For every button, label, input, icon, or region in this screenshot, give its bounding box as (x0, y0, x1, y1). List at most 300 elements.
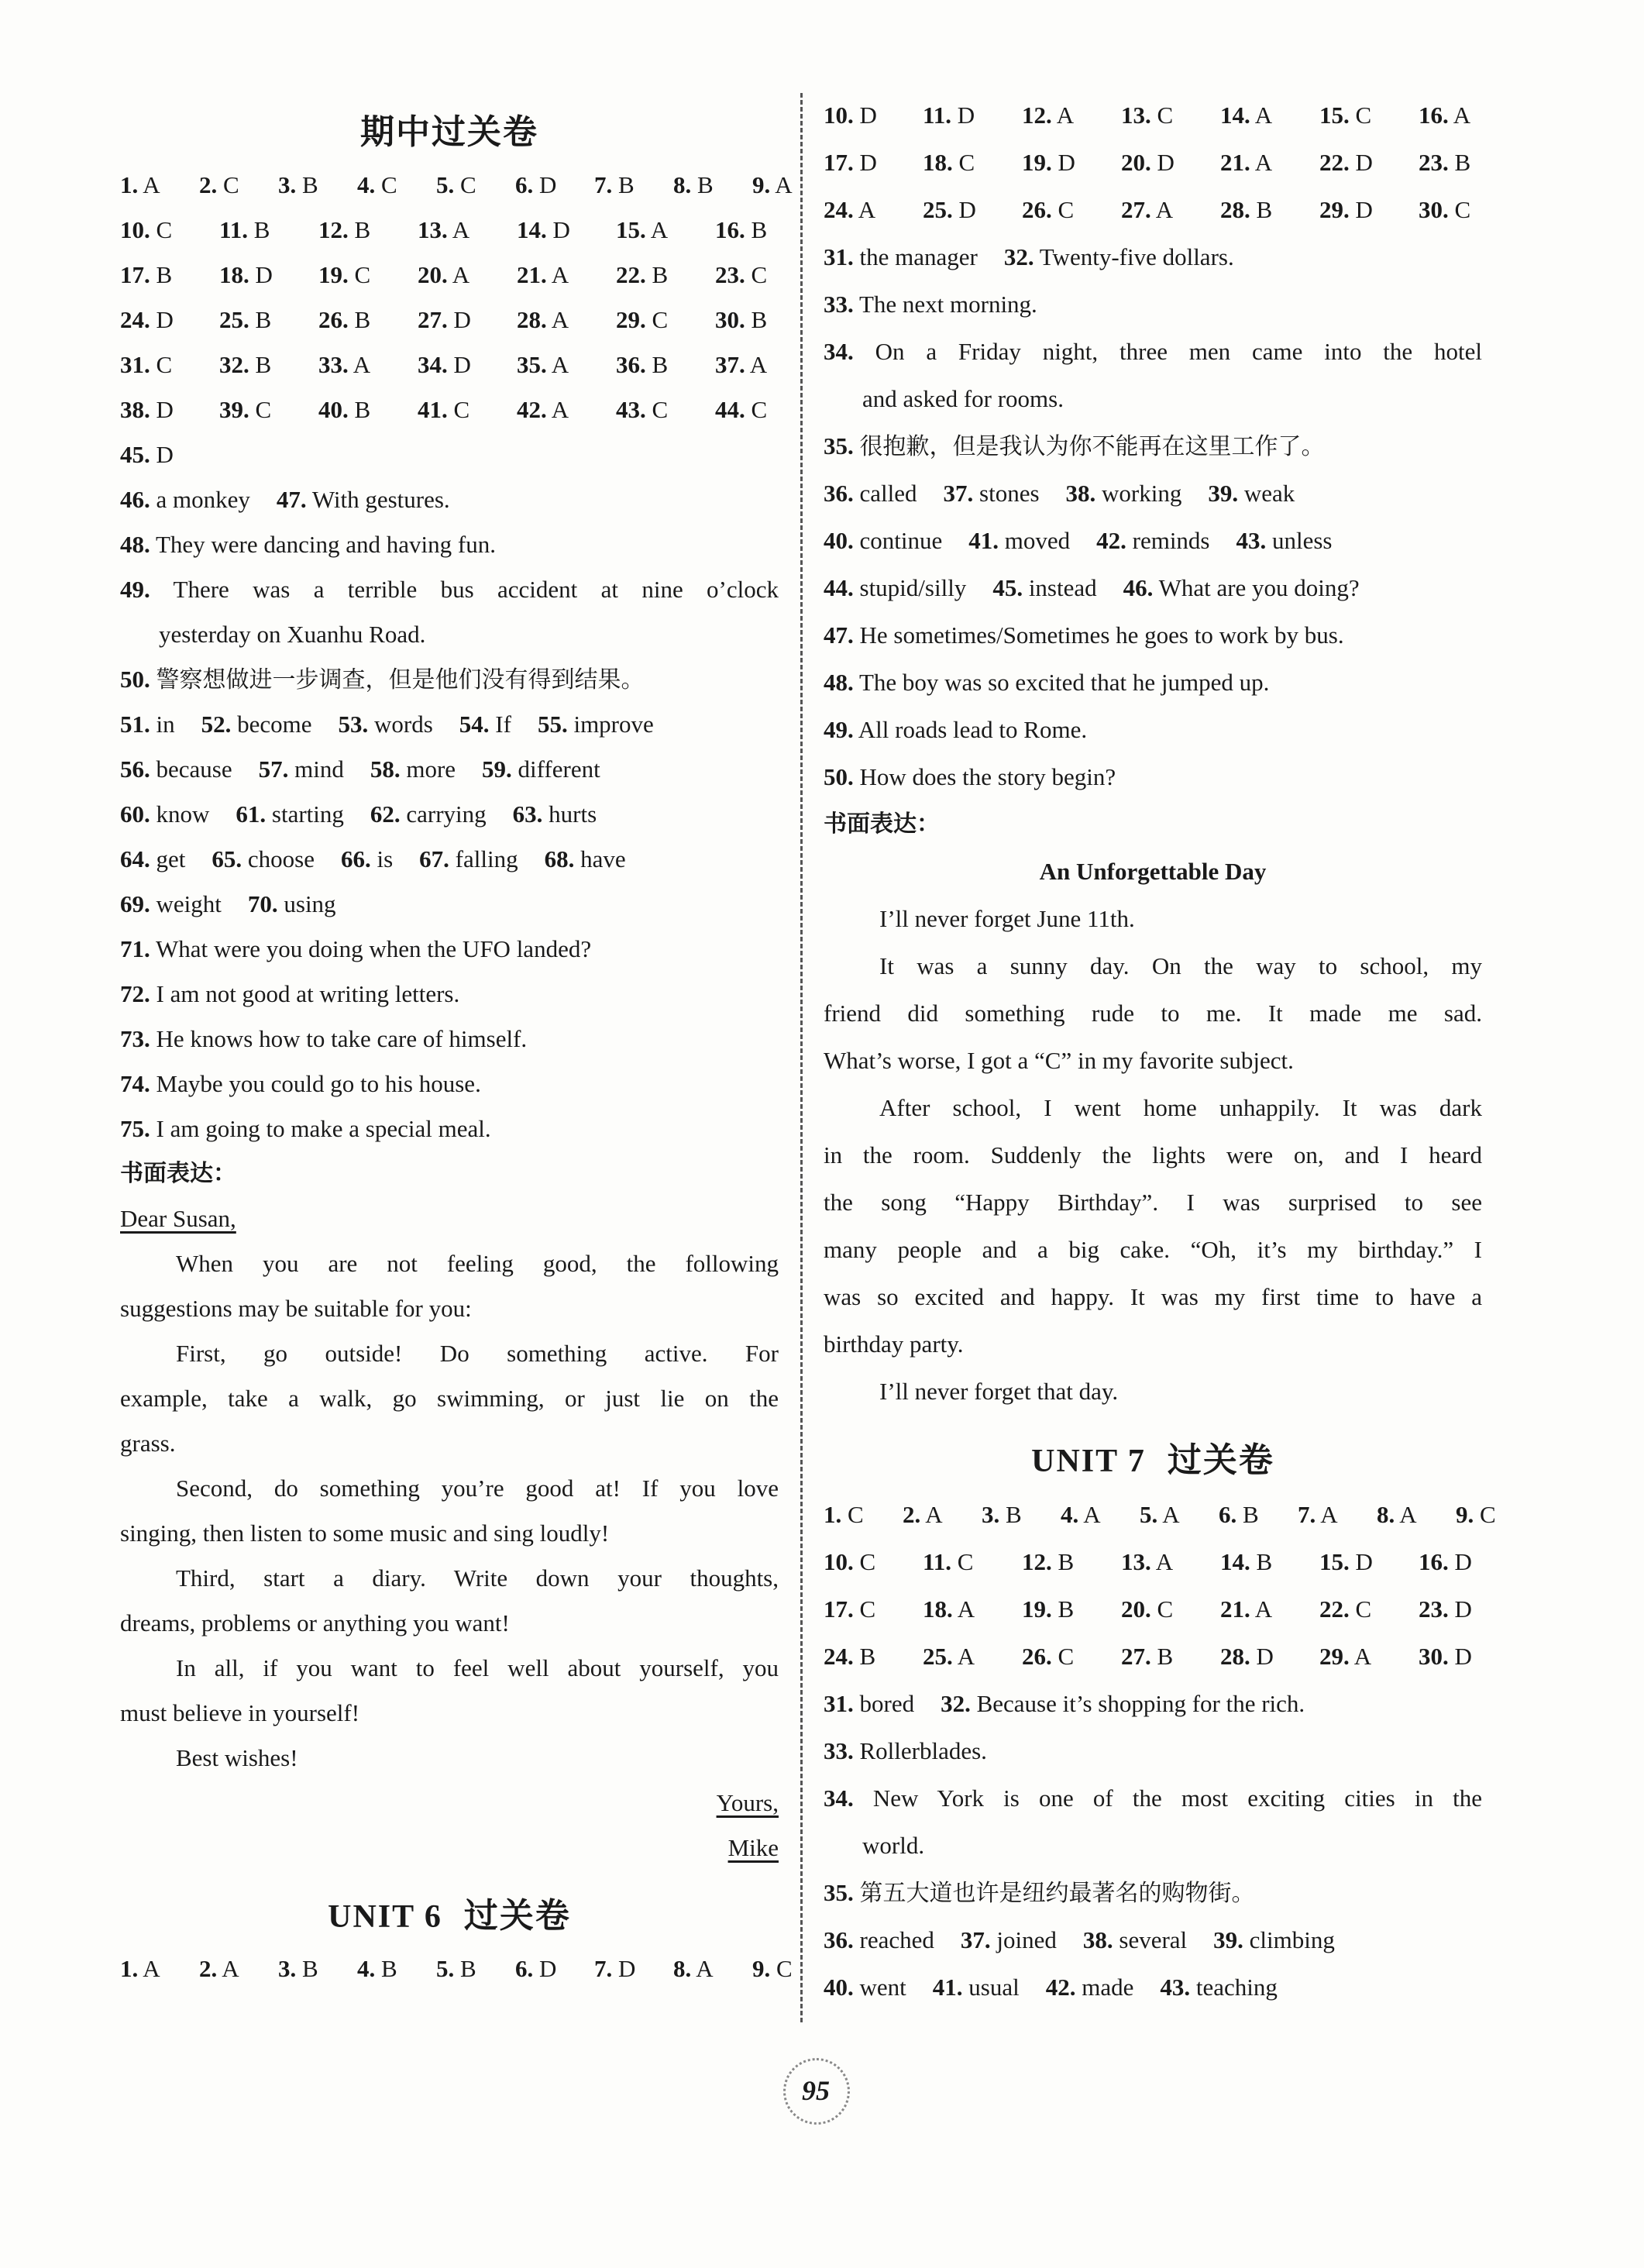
answer-text: I am not good at writing letters. (150, 980, 460, 1007)
answer-text: different (511, 755, 600, 783)
question-number: 5. (436, 171, 455, 198)
question-number: 36. (616, 351, 646, 378)
answer-item (219, 208, 306, 253)
answer-text: joined (990, 1926, 1057, 1953)
answer-item (1004, 233, 1234, 280)
answer-item (824, 470, 917, 517)
answer-item (212, 837, 315, 882)
question-number: 43. (1236, 527, 1267, 554)
answer-text: C (454, 171, 476, 198)
question-number: 38. (1065, 480, 1096, 507)
answer-item (824, 1538, 910, 1585)
answer-text: called (853, 480, 917, 507)
question-number: 42. (517, 396, 547, 423)
answer-text: D (1448, 1643, 1472, 1670)
sentence-answer (824, 659, 1482, 706)
question-number: 29. (1319, 196, 1350, 223)
answer-text: B (1448, 149, 1471, 176)
question-number: 45. (120, 441, 150, 468)
question-number: 68. (544, 845, 575, 872)
answer-item (120, 432, 207, 477)
question-number: 40. (318, 396, 349, 423)
question-number: 28. (1220, 196, 1250, 223)
answer-item (120, 253, 207, 298)
answer-item (120, 477, 250, 522)
answer-row (824, 1680, 1482, 1727)
unit6-sentence-answers (824, 611, 1482, 800)
answer-text: D (1349, 196, 1373, 223)
answer-text: The boy was so excited that he jumped up. (853, 669, 1270, 696)
writing-label: 书面表达： (120, 1160, 236, 1187)
answer-text: A (138, 1955, 160, 1982)
answer-item (318, 208, 405, 253)
question-number: 41. (418, 396, 448, 423)
question-number: 15. (1319, 1548, 1350, 1575)
answer-text: continue (853, 527, 943, 554)
question-number: 3. (278, 1955, 297, 1982)
answer-row (824, 91, 1482, 139)
answer-text: A (1395, 1501, 1417, 1528)
answer-item (616, 208, 703, 253)
answer-item (120, 522, 496, 567)
answer-item (1419, 1538, 1505, 1585)
answer-49-cont: yesterday on Xuanhu Road. (159, 621, 426, 648)
answer-text: C (770, 1955, 793, 1982)
question-number: 21. (517, 261, 547, 288)
answer-item (903, 1491, 969, 1538)
answer-item (923, 186, 1009, 233)
answer-item (219, 387, 306, 432)
answer-item (515, 163, 582, 208)
answer-text: C (645, 396, 669, 423)
answer-row (824, 186, 1482, 233)
answer-text: A (1150, 196, 1174, 223)
answer-text: know (150, 800, 210, 828)
question-number: 52. (201, 711, 232, 738)
question-number: 24. (120, 306, 150, 333)
answer-text: weight (150, 890, 222, 917)
question-number: 18. (219, 261, 249, 288)
question-number: 15. (1319, 102, 1350, 129)
question-number: 40. (824, 527, 854, 554)
answer-item (1319, 91, 1406, 139)
answer-item (824, 233, 978, 280)
question-number: 33. (318, 351, 349, 378)
answer-text: A (1157, 1501, 1180, 1528)
essay-text: I’ll never forget that day. (879, 1378, 1119, 1405)
answer-text: B (150, 261, 173, 288)
question-number: 27. (418, 306, 448, 333)
answer-item (923, 139, 1009, 186)
answer-item (418, 387, 504, 432)
answer-text: the manager (853, 243, 978, 270)
answer-text: reminds (1126, 527, 1210, 554)
question-number: 19. (1022, 149, 1052, 176)
question-number: 3. (982, 1501, 1000, 1528)
answer-text: D (952, 196, 976, 223)
answer-item (517, 208, 604, 253)
question-number: 30. (715, 306, 745, 333)
answer-item (715, 253, 802, 298)
answer-text: D (1349, 1548, 1373, 1575)
answer-item (1419, 91, 1505, 139)
answer-text: A (952, 1643, 975, 1670)
question-number: 13. (418, 216, 448, 243)
answer-item (199, 163, 266, 208)
answer-text: C (249, 396, 272, 423)
question-number: 60. (120, 800, 150, 828)
answer-text: B (645, 351, 669, 378)
answer-text: C (745, 261, 768, 288)
answer-item (1220, 186, 1307, 233)
answer-text: choose (242, 845, 315, 872)
unit6-choice-answers-start (120, 1946, 793, 1991)
answer-text: stupid/silly (853, 574, 967, 601)
answer-row (120, 837, 779, 882)
answer-item (673, 1946, 740, 1991)
answer-text: carrying (400, 800, 487, 828)
question-number: 39. (1213, 1926, 1243, 1953)
answer-item (616, 298, 703, 342)
question-number: 55. (537, 711, 568, 738)
answer-text: D (853, 149, 877, 176)
answer-text: improve (567, 711, 654, 738)
answer-text: C (1150, 1595, 1174, 1623)
question-number: 36. (824, 480, 854, 507)
answer-text: B (745, 216, 768, 243)
answer-row (120, 1946, 793, 1991)
question-number: 37. (943, 480, 974, 507)
answer-item (120, 1946, 187, 1991)
answer-item (1220, 1633, 1307, 1680)
answer-row (824, 139, 1482, 186)
answer-item (120, 882, 222, 927)
answer-item (357, 163, 424, 208)
answer-item (968, 517, 1070, 564)
answer-item (594, 1946, 661, 1991)
answer-item (278, 1946, 345, 1991)
question-number: 74. (120, 1070, 150, 1097)
question-number: 37. (960, 1926, 991, 1953)
unit6-choice-answers (824, 91, 1482, 233)
answer-text: A (853, 196, 876, 223)
answer-text: C (841, 1501, 864, 1528)
answer-item (120, 792, 209, 837)
answer-item (120, 298, 207, 342)
answer-text: B (296, 1955, 318, 1982)
unit6-title: UNIT 6 过关卷 (328, 1896, 571, 1936)
answer-item (1121, 186, 1208, 233)
answer-row (824, 470, 1482, 517)
answer-row (824, 564, 1482, 611)
answer-text: instead (1023, 574, 1097, 601)
question-number: 26. (1022, 1643, 1052, 1670)
answer-text: I am going to make a special meal. (150, 1115, 491, 1142)
question-number: 47. (276, 486, 307, 513)
question-number: 16. (715, 216, 745, 243)
question-number: 22. (1319, 149, 1350, 176)
letter-text: dreams, problems or anything you want! (120, 1609, 510, 1636)
question-number: 73. (120, 1025, 150, 1052)
answer-item (824, 1633, 910, 1680)
answer-item (923, 1633, 1009, 1680)
answer-item (1419, 1633, 1505, 1680)
answer-text: B (375, 1955, 397, 1982)
sentence-answer (120, 1017, 779, 1062)
sentence-answer (824, 611, 1482, 659)
answer-text: C (645, 306, 669, 333)
question-number: 35. (517, 351, 547, 378)
answer-text: A (546, 396, 569, 423)
answer-item (1213, 1916, 1335, 1963)
answer-item (418, 208, 504, 253)
answer-text: more (400, 755, 456, 783)
question-number: 6. (1219, 1501, 1237, 1528)
answer-item (278, 163, 345, 208)
question-number: 49. (824, 716, 854, 743)
answer-item (1220, 91, 1307, 139)
answer-text: A (1250, 102, 1273, 129)
answer-text: become (231, 711, 312, 738)
answer-row (120, 208, 779, 253)
question-number: 31. (120, 351, 150, 378)
unit6-fill-answers (824, 470, 1482, 611)
answer-text: He knows how to take care of himself. (150, 1025, 528, 1052)
answer-item (219, 253, 306, 298)
question-number: 12. (318, 216, 349, 243)
question-number: 4. (357, 171, 376, 198)
answer-text: A (447, 216, 470, 243)
essay-text: After school, I went home unhappily. It was dark (879, 1094, 1482, 1121)
answer-text: A (952, 1595, 975, 1623)
question-number: 39. (219, 396, 249, 423)
answer-item (1319, 139, 1406, 186)
answer-text: A (546, 351, 569, 378)
answer-text: D (447, 351, 471, 378)
essay-title: An Unforgettable Day (1039, 858, 1267, 885)
answer-text: D (1150, 149, 1175, 176)
answer-item (1022, 139, 1109, 186)
answer-text: A (1051, 102, 1075, 129)
midterm-fill-answers (120, 702, 779, 927)
question-number: 27. (1121, 196, 1151, 223)
question-number: 14. (517, 216, 547, 243)
question-number: 13. (1121, 102, 1151, 129)
answer-text: Twenty-five dollars. (1034, 243, 1234, 270)
answer-text: B (1051, 1548, 1075, 1575)
answer-text: D (951, 102, 975, 129)
answer-item (545, 837, 626, 882)
answer-text: D (249, 261, 273, 288)
writing-label: 书面表达： (824, 810, 940, 838)
question-number: 50. (824, 763, 854, 790)
answer-item (824, 564, 966, 611)
question-number: 48. (824, 669, 854, 696)
question-number: 46. (120, 486, 150, 513)
answer-item (370, 792, 487, 837)
answer-text: A (546, 306, 569, 333)
letter-text: grass. (120, 1430, 176, 1457)
answer-text: C (1349, 1595, 1372, 1623)
question-number: 14. (1220, 1548, 1250, 1575)
answer-item (120, 747, 232, 792)
answer-item (120, 208, 207, 253)
question-number: 33. (824, 1737, 854, 1764)
answer-item (513, 792, 597, 837)
question-number: 10. (120, 216, 150, 243)
answer-text: get (150, 845, 186, 872)
answer-text: B (348, 216, 371, 243)
essay-text: What’s worse, I got a “C” in my favorite subject. (824, 1047, 1294, 1074)
answer-text: A (1349, 1643, 1372, 1670)
answer-item (1121, 1538, 1208, 1585)
question-number: 22. (1319, 1595, 1350, 1623)
sentence-answer (120, 927, 779, 972)
right-column (824, 91, 1496, 2011)
question-number: 45. (992, 574, 1023, 601)
answer-item (419, 837, 518, 882)
answer-text: C (375, 171, 397, 198)
answer-item (370, 747, 456, 792)
answer-text: B (1250, 196, 1273, 223)
essay-text: birthday party. (824, 1330, 964, 1358)
question-number: 36. (824, 1926, 854, 1953)
answer-text: a monkey (150, 486, 250, 513)
answer-text: working (1095, 480, 1182, 507)
letter-text: When you are not feeling good, the following (176, 1250, 779, 1277)
question-number: 33. (824, 291, 854, 318)
answer-item (1419, 1585, 1505, 1633)
question-number: 43. (616, 396, 646, 423)
question-number: 57. (258, 755, 289, 783)
answer-row (120, 163, 793, 208)
question-number: 9. (752, 171, 771, 198)
sentence-answer (120, 1062, 779, 1106)
question-number: 17. (824, 149, 854, 176)
answer-item (120, 163, 187, 208)
question-number: 23. (715, 261, 745, 288)
question-number: 18. (923, 1595, 953, 1623)
answer-text: D (612, 1955, 636, 1982)
answer-text: A (546, 261, 569, 288)
answer-row (824, 517, 1482, 564)
answer-text: weak (1238, 480, 1295, 507)
question-number: 48. (120, 531, 150, 558)
letter-text: suggestions may be suitable for you: (120, 1295, 472, 1322)
answer-text: B (999, 1501, 1022, 1528)
answer-text: D (150, 441, 174, 468)
essay-text: friend did something rude to me. It made me sad. (824, 1000, 1482, 1027)
question-number: 11. (219, 216, 249, 243)
question-number: 20. (1121, 1595, 1151, 1623)
answer-item (120, 387, 207, 432)
answer-item (418, 253, 504, 298)
answer-text: C (348, 261, 371, 288)
sentence-answer (120, 972, 779, 1017)
question-number: 41. (932, 1974, 963, 2001)
answer-text: B (691, 171, 714, 198)
answer-50: 50. 警察想做进一步调查，但是他们没有得到结果。 (120, 666, 645, 693)
answer-item (199, 1946, 266, 1991)
answer-text: A (217, 1955, 239, 1982)
answer-item (339, 702, 433, 747)
question-number: 2. (199, 1955, 218, 1982)
answer-text: D (546, 216, 570, 243)
answer-item (418, 342, 504, 387)
answer-item (1022, 1585, 1109, 1633)
answer-text: using (277, 890, 336, 917)
question-number: 17. (824, 1595, 854, 1623)
answer-text: B (348, 306, 371, 333)
page-number: 95 (777, 2052, 855, 2129)
answer-item (923, 1538, 1009, 1585)
answer-text: B (612, 171, 635, 198)
answer-item (1298, 1491, 1364, 1538)
midterm-choice-answers (120, 163, 793, 477)
answer-item (318, 253, 405, 298)
answer-text: A (770, 171, 793, 198)
sentence-answer (824, 753, 1482, 800)
question-number: 28. (517, 306, 547, 333)
answer-text: is (370, 845, 394, 872)
answer-text: A (745, 351, 768, 378)
answer-text: A (447, 261, 470, 288)
answer-text: usual (962, 1974, 1020, 2001)
answer-item (594, 163, 661, 208)
answer-item (824, 1727, 987, 1774)
essay-text: many people and a big cake. “Oh, it’s my birthday.” I (824, 1236, 1482, 1263)
essay-text: was so excited and happy. It was my first time to have a (824, 1283, 1482, 1310)
answer-item (277, 477, 450, 522)
answer-text: C (1474, 1501, 1496, 1528)
answer-row (120, 522, 779, 567)
left-column (120, 87, 793, 1991)
answer-text: B (1051, 1595, 1075, 1623)
answer-text: reached (853, 1926, 934, 1953)
answer-text: B (249, 306, 272, 333)
midterm-title: 期中过关卷 (360, 112, 538, 152)
answer-text: words (368, 711, 433, 738)
letter-salutation: Dear Susan, (120, 1205, 236, 1232)
question-number: 56. (120, 755, 150, 783)
essay (824, 848, 1482, 1415)
answer-text: B (745, 306, 768, 333)
answer-item (824, 91, 910, 139)
answer-text: A (645, 216, 669, 243)
question-number: 23. (1419, 1595, 1449, 1623)
answer-item (616, 253, 703, 298)
answer-item (1319, 1585, 1406, 1633)
answer-text: A (138, 171, 160, 198)
answer-item (1046, 1963, 1134, 2011)
question-number: 30. (1419, 1643, 1449, 1670)
answer-text: The next morning. (853, 291, 1037, 318)
answer-text: A (1250, 149, 1273, 176)
question-number: 25. (923, 196, 953, 223)
question-number: 54. (459, 711, 490, 738)
answer-text: C (447, 396, 470, 423)
answer-item (1419, 139, 1505, 186)
answer-item (1220, 1538, 1307, 1585)
letter-text: example, take a walk, go swimming, or just lie on the (120, 1385, 779, 1412)
answer-item (673, 163, 740, 208)
question-number: 67. (419, 845, 449, 872)
answer-34: 34. New York is one of the most exciting cities in the (824, 1784, 1483, 1812)
question-number: 39. (1208, 480, 1239, 507)
answer-item (824, 1680, 914, 1727)
answer-item (1022, 1538, 1109, 1585)
question-number: 8. (1377, 1501, 1395, 1528)
